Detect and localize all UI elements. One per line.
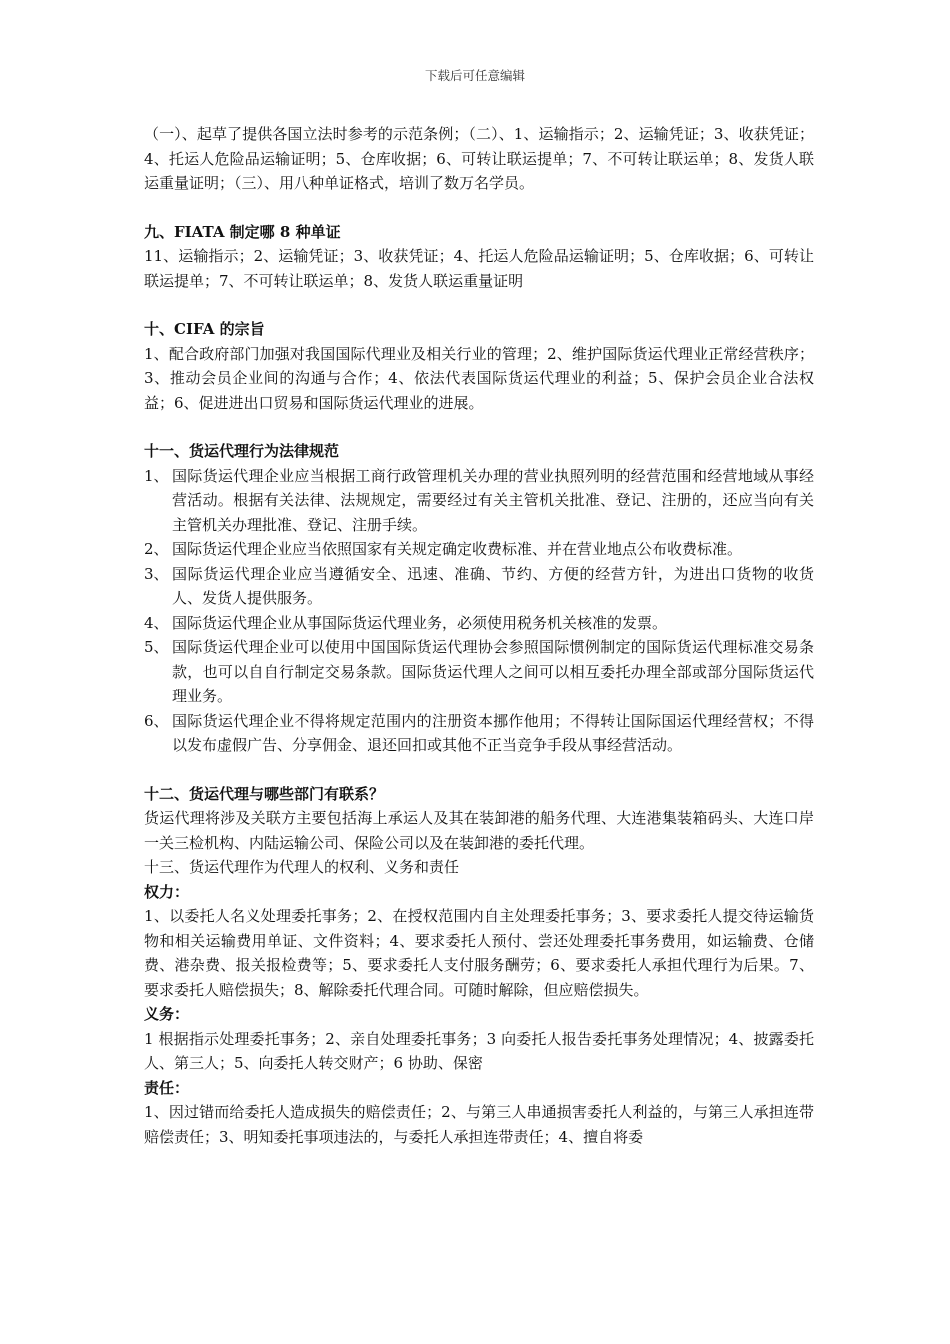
section-9-body: 11、运输指示；2、运输凭证；3、收获凭证；4、托运人危险品运输证明；5、仓库收据；6、可转让联运提单；7、不可转让联运单；8、发货人联运重量证明 <box>144 247 814 290</box>
duties-label: 义务： <box>144 1005 190 1023</box>
section-10-body: 1、配合政府部门加强对我国国际代理业及相关行业的管理；2、维护国际货运代理业正常经营秩序；3、推动会员企业间的沟通与合作；4、依法代表国际货运代理业的利益；5、保护会员企业合法权益；6、促进进出口贸易和国际货运代理业的进展。 <box>144 344 814 412</box>
rights-label: 权力： <box>144 882 190 901</box>
list-item <box>144 611 814 636</box>
section-9-title: 九、FIATA 制定哪 8 种单证 <box>144 222 341 241</box>
section-13-title: 十三、货运代理作为代理人的权利、义务和责任 <box>144 858 460 876</box>
list-item-number: 5、 <box>144 638 169 656</box>
section-10-title: 十、CIFA 的宗旨 <box>144 320 265 338</box>
paragraph-gap <box>144 196 814 220</box>
list-item-number: 1、 <box>144 466 169 485</box>
list-item-text: 国际货运代理企业应当遵循安全、迅速、准确、节约、方便的经营方针，为进出口货物的收货人、发货人提供服务。 <box>172 564 814 607</box>
section-11-title: 十一、货运代理行为法律规范 <box>144 442 340 460</box>
section-12-title: 十二、货运代理与哪些部门有联系？ <box>144 784 385 803</box>
list-item-number: 6、 <box>144 711 169 730</box>
document-body <box>144 122 814 1149</box>
list-item-text: 国际货运代理企业应当根据工商行政管理机关办理的营业执照列明的经营范围和经营地域从事经营活动。根据有关法律、法规规定，需要经过有关主管机关批准、登记、注册的，还应当向有关主管机关办理批准、登记、注册手续。 <box>172 466 814 534</box>
list-item <box>144 464 814 538</box>
list-item <box>144 635 814 709</box>
list-item <box>144 709 814 758</box>
section-12-body: 货运代理将涉及关联方主要包括海上承运人及其在装卸港的船务代理、大连港集装箱码头、大连口岸一关三检机构、内陆运输公司、保险公司以及在装卸港的委托代理。 <box>144 809 814 852</box>
paragraph-gap <box>144 415 814 439</box>
rights-body: 1、以委托人名义处理委托事务；2、在授权范围内自主处理委托事务；3、要求委托人提交待运输货物和相关运输费用单证、文件资料；4、要求委托人预付、尝还处理委托事务费用，如运输费、仓储费、港杂费、报关报检费等；5、要求委托人支付服务酬劳；6、要求委托人承担代理行为后果。7、要求委托人赔偿损失；8、解除委托代理合同。可随时解除，但应赔偿损失。 <box>144 907 814 999</box>
intro-paragraph: （一）、起草了提供各国立法时参考的示范条例；（二）、1、运输指示；2、运输凭证；3、收获凭证；4、托运人危险品运输证明；5、仓库收据；6、可转让联运提单；7、不可转让联运单；8、发货人联运重量证明；（三）、用八种单证格式，培训了数万名学员。 <box>144 125 814 192</box>
page-header: 下载后可任意编辑 <box>424 68 525 83</box>
liability-label: 责任： <box>144 1078 190 1097</box>
list-item-text: 国际货运代理企业可以使用中国国际货运代理协会参照国际惯例制定的国际货运代理标准交易条款，也可以自自行制定交易条款。国际货运代理人之间可以相互委托办理全部或部分国际货运代理业务。 <box>172 638 814 705</box>
list-item <box>144 537 814 562</box>
liability-body: 1、因过错而给委托人造成损失的赔偿责任；2、与第三人串通损害委托人利益的，与第三人承担连带赔偿责任；3、明知委托事项违法的，与委托人承担连带责任；4、擅自将委 <box>144 1103 814 1146</box>
duties-body: 1 根据指示处理委托事务；2、亲自处理委托事务；3 向委托人报告委托事务处理情况；4、披露委托人、第三人；5、向委托人转交财产；6 协助、保密 <box>144 1029 814 1072</box>
paragraph-gap <box>144 293 814 317</box>
section-11-list <box>144 464 814 758</box>
paragraph-gap <box>144 758 814 782</box>
list-item-number: 4、 <box>144 613 169 632</box>
list-item-number: 2、 <box>144 540 169 558</box>
list-item-number: 3、 <box>144 564 169 583</box>
list-item-text: 国际货运代理企业不得将规定范围内的注册资本挪作他用；不得转让国际国运代理经营权；不得以发布虚假广告、分享佣金、退还回扣或其他不正当竞争手段从事经营活动。 <box>172 711 814 754</box>
list-item <box>144 562 814 611</box>
list-item-text: 国际货运代理企业从事国际货运代理业务，必须使用税务机关核准的发票。 <box>172 613 668 632</box>
list-item-text: 国际货运代理企业应当依照国家有关规定确定收费标准、并在营业地点公布收费标准。 <box>172 540 743 558</box>
